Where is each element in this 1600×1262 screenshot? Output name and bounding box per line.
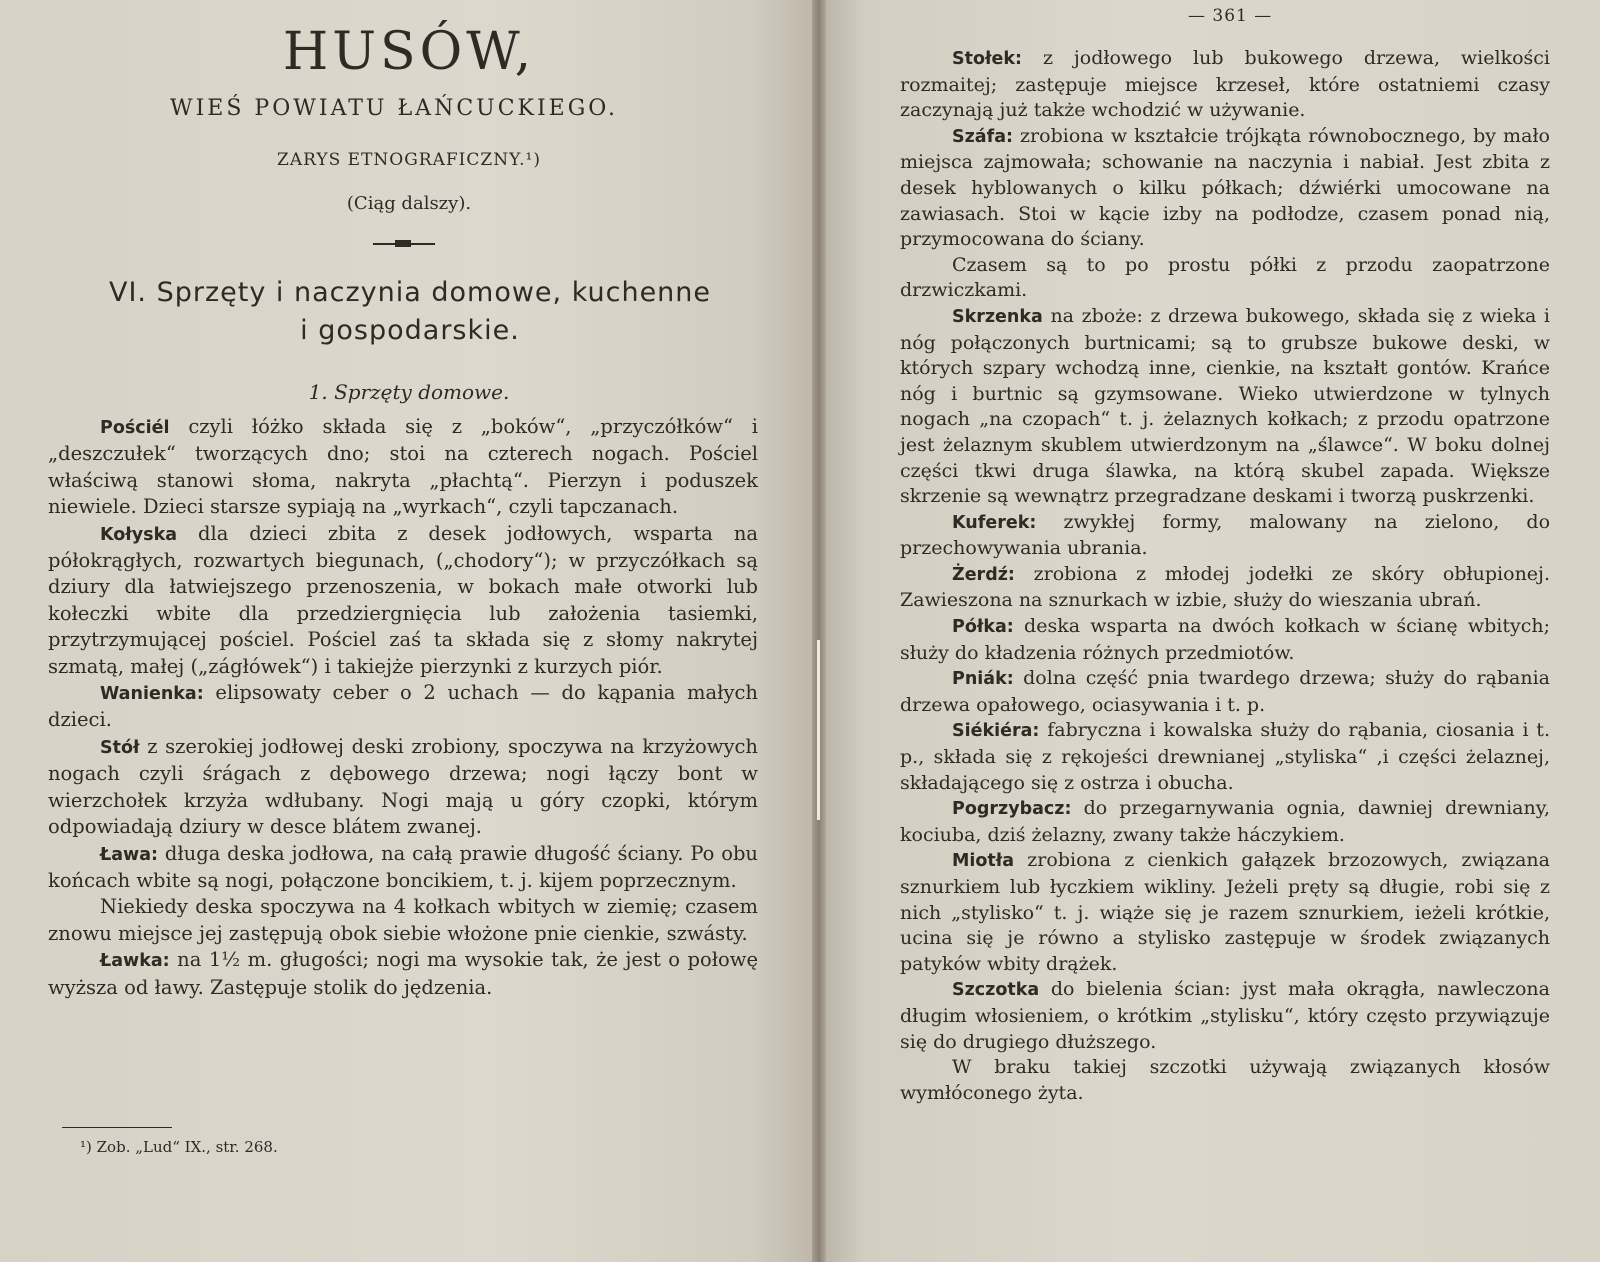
paragraph bbox=[900, 1055, 1550, 1106]
paragraph bbox=[48, 414, 758, 521]
entry-text: dolna część pnia twardego drzewa; służy do rąbania drzewa opałowego, ociasywania i t. p. bbox=[900, 667, 1550, 716]
entry-text: z jodłowego lub bukowego drzewa, wielkości rozmaitej; zastępuje miejsce krzeseł, które ostatniemi czasy zaczynają już także wchodzić w używanie. bbox=[900, 47, 1551, 122]
entry-text: na zboże: z drzewa bukowego, składa się z wieka i nóg połączonych burtnicami; są to grubsze bukowe deski, w których szpary wchodzą inne, cienkie, na kształt gontów. Krańce nóg i burtnic są gzymsowane. Wieko utwierdzone w tylnych nogach „na czopach“ t. j. żelaznych kołkach; z przodu opatrzone jest żelaznym skublem utwierdzonym na „ślawce“. W boku dolnej części tkwi druga ślawka, na którą skubel zapada. Większe skrzenie są wewnątrz przegradzane deskami i tworzą puskrzenki. bbox=[900, 304, 1550, 508]
chapter-heading-line1: VI. Sprzęty i naczynia domowe, kuchenne bbox=[108, 277, 712, 308]
paragraph bbox=[48, 841, 758, 895]
entry-keyword: Szczotka bbox=[952, 980, 1040, 1001]
right-body-text bbox=[900, 46, 1550, 1106]
paragraph bbox=[48, 947, 758, 1001]
paragraph bbox=[900, 124, 1550, 253]
entry-keyword: Żerdź: bbox=[952, 564, 1015, 585]
article-title: HUSÓW, bbox=[282, 22, 536, 82]
entry-text: dla dzieci zbita z desek jodłowych, wsparta na półokrągłych, rozwartych biegunach, („chodory“); w przyczółkach są dziury dla łatwiejszego przenoszenia, w bokach małe otworki lub kołeczki wbite dla przedziergnięcia lub założenia tasiemki, przytrzymującej pościel. Pościel zaś ta składa się z słomy nakrytej szmatą, małej („zágłówek“) i takiejże pierzynki z kurzych piór. bbox=[48, 521, 759, 678]
footnote-rule bbox=[62, 1127, 172, 1128]
entry-text: W braku takiej szczotki używają związanych kłosów wymłóconego żyta. bbox=[900, 1056, 1550, 1104]
paragraph bbox=[900, 848, 1550, 977]
entry-text: zrobiona w kształcie trójkąta równobocznego, by mało miejsca zajmowała; schowanie na naczynia i nabiał. Jest zbita z desek hyblowanych o kilku półkach; dźwiérki umocowane na zawiasach. Stoi w kącie izby na podłodze, czasem ponad nią, przymocowana do ściany. bbox=[900, 124, 1550, 251]
chapter-heading bbox=[60, 274, 760, 350]
paragraph bbox=[48, 680, 758, 734]
paragraph bbox=[900, 718, 1550, 796]
entry-text: długa deska jodłowa, na całą prawie długość ściany. Po obu końcach wbite są nogi, połączone boncikiem, t. j. kijem poprzecznym. bbox=[48, 841, 758, 892]
entry-text: do bielenia ścian: jyst mała okrągła, nawleczona długim włosieniem, o krótkim „stylisku“, który często przywiązuje się do drugiego dłuższego. bbox=[900, 978, 1550, 1053]
article-subsubtitle: ZARYS ETNOGRAFICZNY.¹) bbox=[277, 150, 541, 170]
page-number: — 361 — bbox=[1188, 6, 1273, 26]
continuation-note: (Ciąg dalszy). bbox=[346, 193, 472, 214]
entry-text: na 1½ m. gługości; nogi ma wysokie tak, że jest o połowę wyższa od ławy. Zastępuje stolik do jędzenia. bbox=[48, 948, 759, 999]
entry-keyword: Wanienka: bbox=[100, 684, 204, 705]
paragraph bbox=[900, 304, 1550, 510]
paragraph bbox=[900, 510, 1550, 562]
paragraph bbox=[900, 562, 1550, 614]
entry-keyword: Stołek: bbox=[952, 49, 1022, 69]
book-gutter bbox=[812, 0, 826, 1262]
entry-text: z szerokiej jodłowej deski zrobiony, spoczywa na krzyżowych nogach czyli śrágach z dębowego drzewa; nogi łączy bont w wierzchołek krzyża wdłubany. Nogi mają u góry czopki, którym odpowiadają dziury w desce blátem zwanej. bbox=[48, 734, 758, 839]
entry-keyword: Półka: bbox=[952, 617, 1014, 638]
section-heading: 1. Sprzęty domowe. bbox=[308, 380, 510, 404]
entry-keyword: Miotła bbox=[952, 851, 1015, 872]
entry-keyword: Kuferek: bbox=[952, 512, 1037, 533]
paragraph bbox=[48, 734, 758, 841]
paragraph bbox=[48, 521, 758, 680]
entry-keyword: Kołyska bbox=[100, 524, 178, 545]
entry-keyword: Siékiéra: bbox=[952, 721, 1040, 742]
entry-keyword: Pniák: bbox=[952, 669, 1014, 690]
entry-keyword: Ława: bbox=[100, 844, 159, 865]
entry-text: deska wsparta na dwóch kołkach w ścianę wbitych; służy do kładzenia różnych przedmiotów. bbox=[900, 615, 1550, 664]
paragraph bbox=[900, 614, 1550, 666]
entry-text: zrobiona z młodej jodełki ze skóry obłupionej. Zawieszona na sznurkach w izbie, służy do wieszania ubrań. bbox=[900, 562, 1550, 612]
paragraph bbox=[900, 46, 1550, 124]
entry-text: czyli łóżko składa się z „boków“, „przyczółków“ i „deszczułek“ tworzących dno; stoi na czterech nogach. Pościel właściwą stanowi słoma, nakryta „płachtą“. Pierzyn i poduszek niewiele. Dzieci starsze sypiają na „wyrkach“, czyli tapczanach. bbox=[48, 415, 758, 519]
chapter-heading-line2: i gospodarskie. bbox=[300, 315, 520, 346]
ornament-rule-center bbox=[395, 240, 411, 247]
paragraph bbox=[900, 796, 1550, 848]
entry-keyword: Skrzenka bbox=[952, 306, 1043, 327]
entry-text: do przegarnywania ognia, dawniej drewniany, kociuba, dziś żelazny, zwany także háczykiem. bbox=[900, 797, 1550, 846]
entry-text: fabryczna i kowalska służy do rąbania, ciosania i t. p., składa się z rękojeści drewnianej „styliska“ ,i części żelaznej, składającego się z ostrza i obucha. bbox=[900, 719, 1550, 794]
entry-keyword: Pościél bbox=[100, 418, 170, 438]
binding-thread bbox=[817, 640, 820, 820]
entry-keyword: Ławka: bbox=[100, 951, 170, 972]
entry-keyword: Száfa: bbox=[952, 126, 1014, 147]
paragraph bbox=[48, 894, 758, 947]
entry-keyword: Stół bbox=[100, 737, 140, 758]
paragraph bbox=[900, 253, 1550, 304]
entry-text: Czasem są to po prostu półki z przodu zaopatrzone drzwiczkami. bbox=[900, 253, 1550, 302]
entry-text: Niekiedy deska spoczywa na 4 kołkach wbitych w ziemię; czasem znowu miejsce jej zastępują obok siebie włożone pnie cienkie, szwásty. bbox=[48, 895, 758, 945]
article-subtitle: WIEŚ POWIATU ŁAŃCUCKIEGO. bbox=[170, 96, 619, 121]
paragraph bbox=[900, 666, 1550, 718]
entry-keyword: Pogrzybacz: bbox=[952, 799, 1072, 820]
left-body-text bbox=[48, 414, 758, 1001]
paragraph bbox=[900, 977, 1550, 1055]
entry-text: elipsowaty ceber o 2 uchach — do kąpania małych dzieci. bbox=[48, 681, 758, 732]
footnote: ¹) Zob. „Lud“ IX., str. 268. bbox=[80, 1138, 278, 1156]
entry-text: zrobiona z cienkich gałązek brzozowych, związana sznurkiem lub łyczkiem wikliny. Jeżeli pręty są długie, robi się z nich „stylisko“ t. j. wiąże się je razem sznurkiem, ieżeli krótkie, ucina się je równo a stylisko zastępuje w środek związanych patyków wbity drążek. bbox=[900, 849, 1550, 975]
entry-text: zwykłej formy, malowany na zielono, do przechowywania ubrania. bbox=[900, 510, 1551, 560]
